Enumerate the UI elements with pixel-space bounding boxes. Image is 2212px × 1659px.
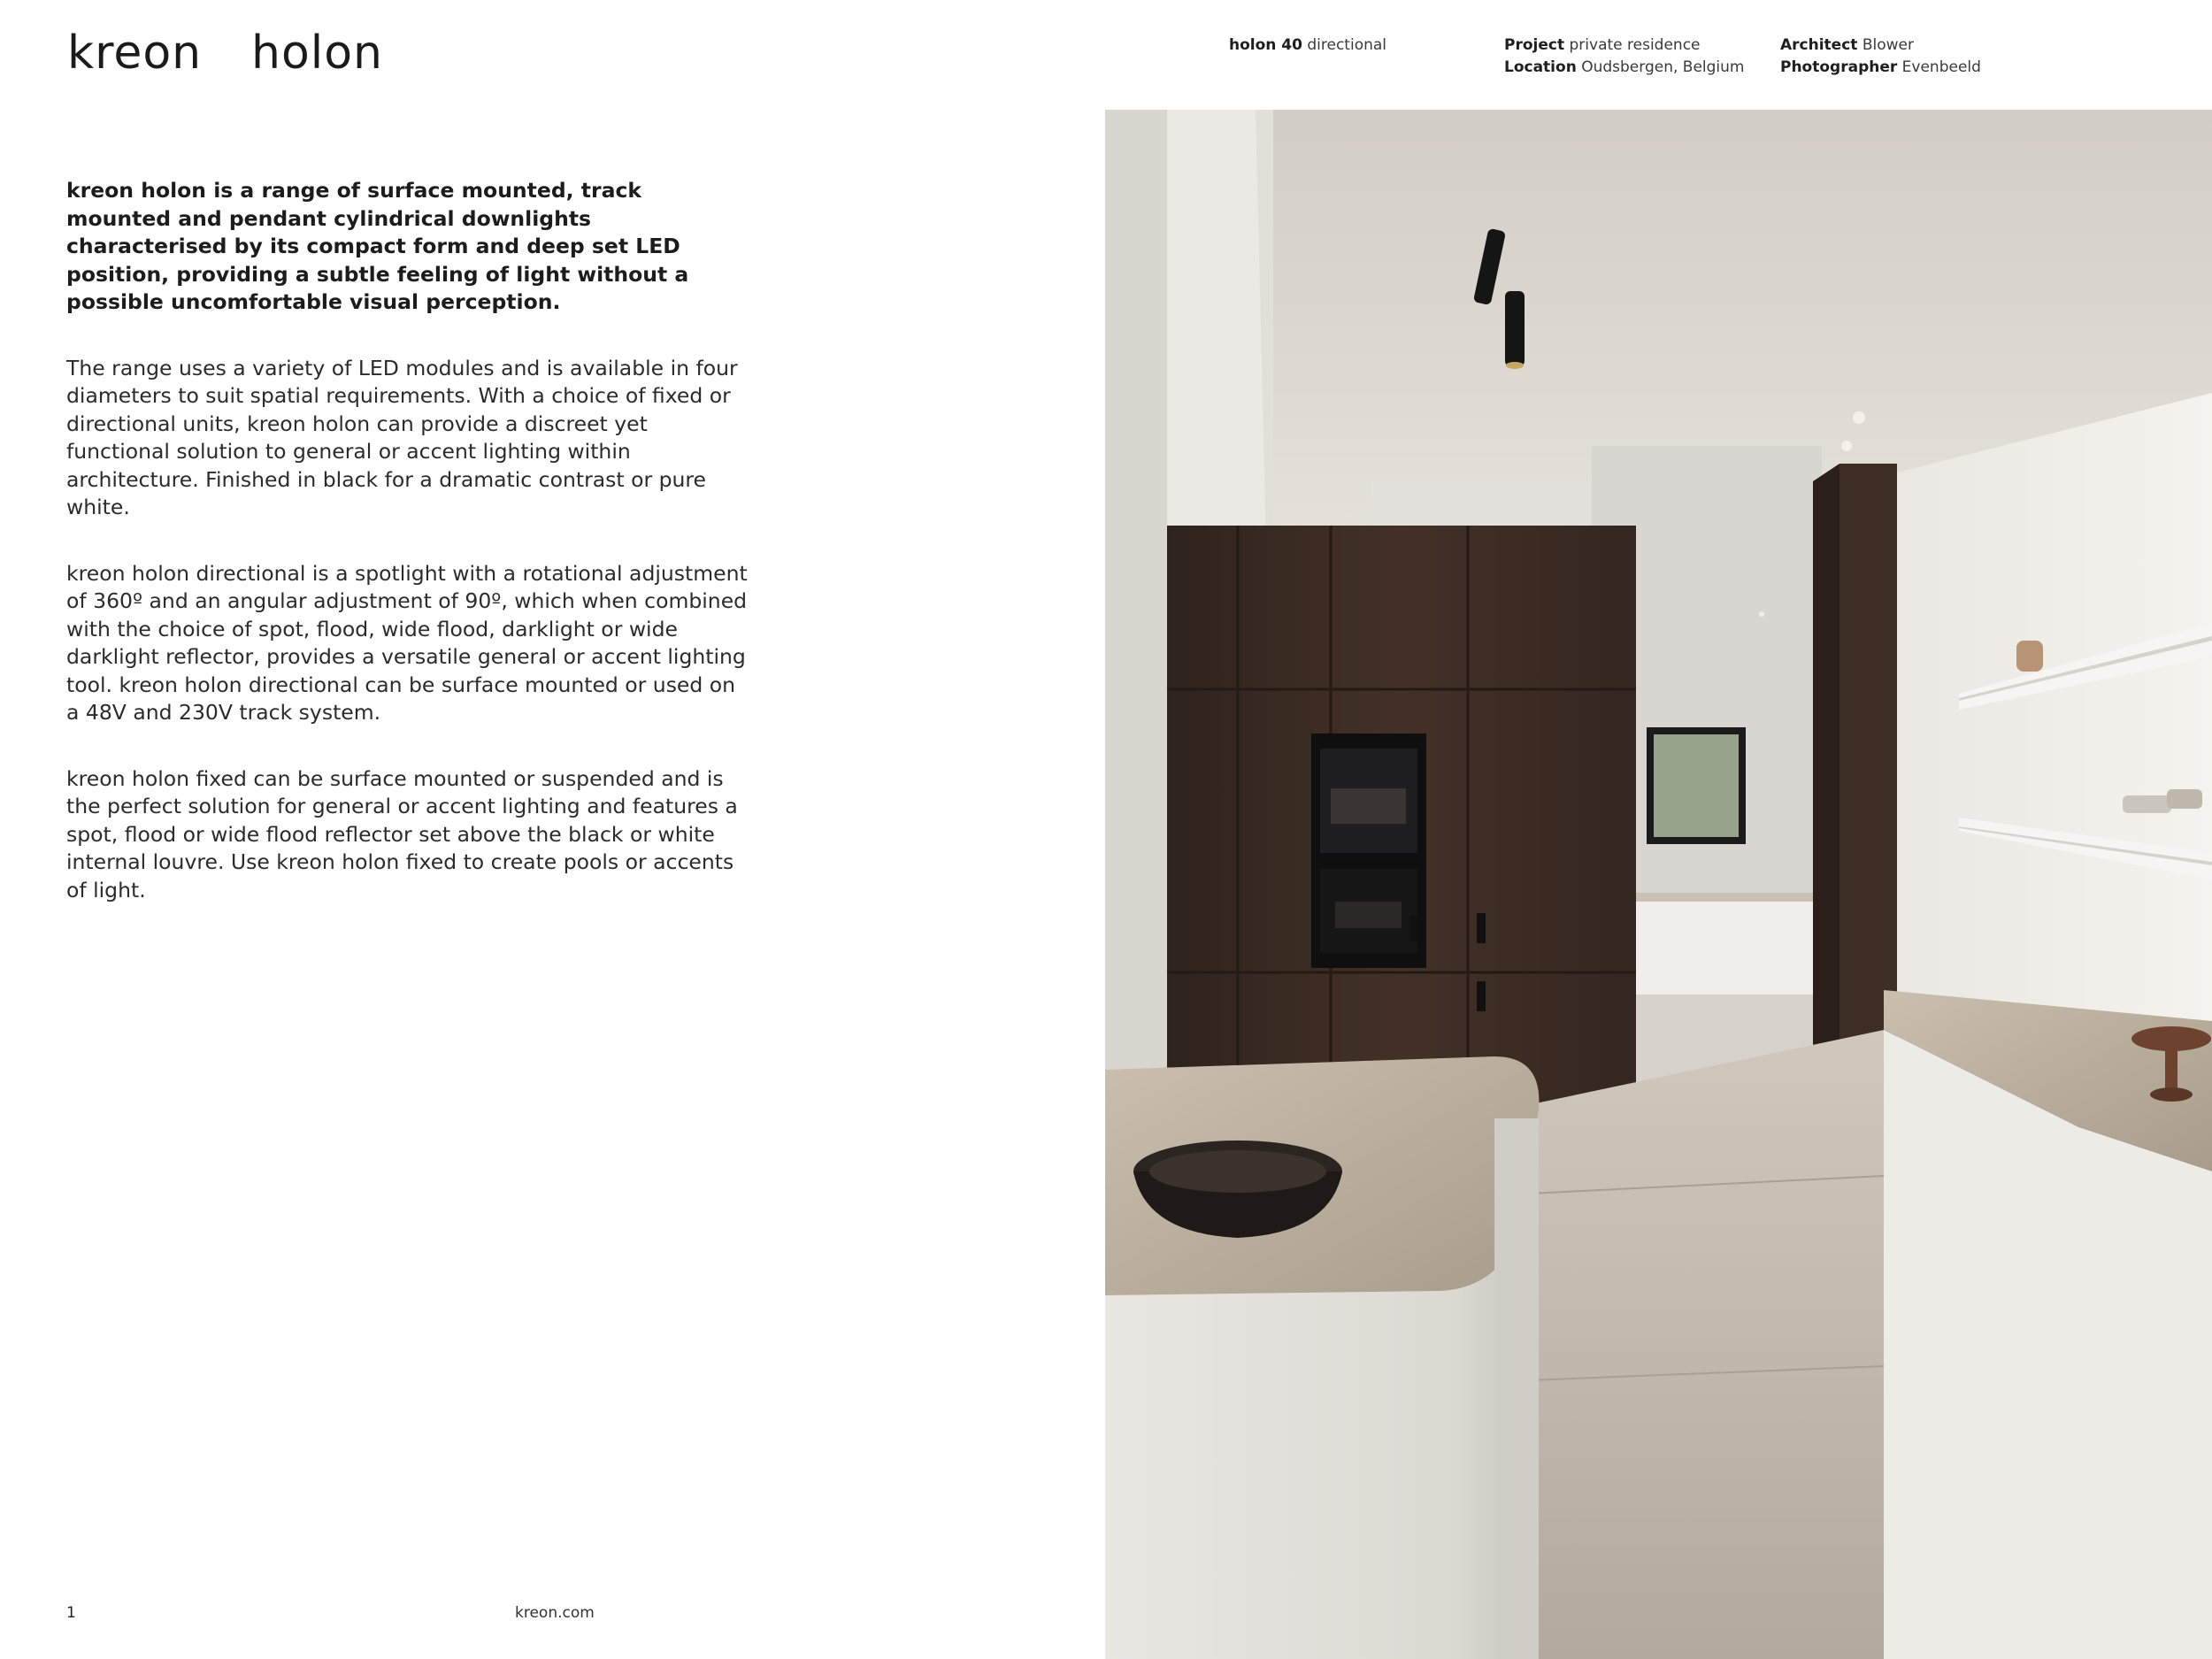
kitchen-photo (1105, 110, 2212, 1659)
body-copy (66, 177, 748, 942)
credits-info (1780, 35, 1981, 79)
project-info (1504, 35, 1744, 79)
paragraph-directional: kreon holon directional is a spotlight with a rotational adjustment of 360º and an angular adjustment of 90º, which when combined with the choice of spot, flood, wide flood, darklight or wide darklight reflector, provides a versatile general or accent lighting tool. kreon holon directional can be surface mounted or used on a 48V and 230V track system. (66, 560, 748, 725)
paragraph-range: The range uses a variety of LED modules and is available in four diameters to suit spatial requirements. With a choice of fixed or directional units, kreon holon can provide a discreet yet functional solution to general or accent lighting within architecture. Finished in black for a dramatic contrast or pure white. (66, 355, 738, 519)
model-name: holon 40 (1229, 36, 1302, 54)
architect-value: Blower (1862, 36, 1914, 54)
lead-paragraph: kreon holon is a range of surface mounted, track mounted and pendant cylindrical downlights characterised by its compact form and deep set LED position, providing a subtle feeling of light without a possible uncomfortable visual perception. (66, 178, 689, 314)
product-model-label (1229, 35, 1386, 57)
website-link[interactable]: kreon.com (515, 1604, 595, 1622)
photographer-label: Photographer (1780, 58, 1898, 76)
brand-name: kreon (67, 27, 203, 80)
location-value: Oudsbergen, Belgium (1581, 58, 1745, 76)
architect-line (1780, 35, 1981, 57)
project-label: Project (1504, 36, 1565, 54)
project-value: private residence (1569, 36, 1701, 54)
page-number: 1 (66, 1604, 76, 1622)
architect-label: Architect (1780, 36, 1858, 54)
location-line (1504, 57, 1744, 79)
model-type: directional (1307, 36, 1387, 54)
project-line (1504, 35, 1744, 57)
product-name: holon (251, 27, 383, 80)
paragraph-fixed: kreon holon fixed can be surface mounted or suspended and is the perfect solution for general or accent lighting and features a spot, flood or wide flood reflector set above the black or white internal louvre. Use kreon holon fixed to create pools or accents of light. (66, 765, 738, 902)
location-label: Location (1504, 58, 1577, 76)
photographer-value: Evenbeeld (1901, 58, 1981, 76)
photographer-line (1780, 57, 1981, 79)
